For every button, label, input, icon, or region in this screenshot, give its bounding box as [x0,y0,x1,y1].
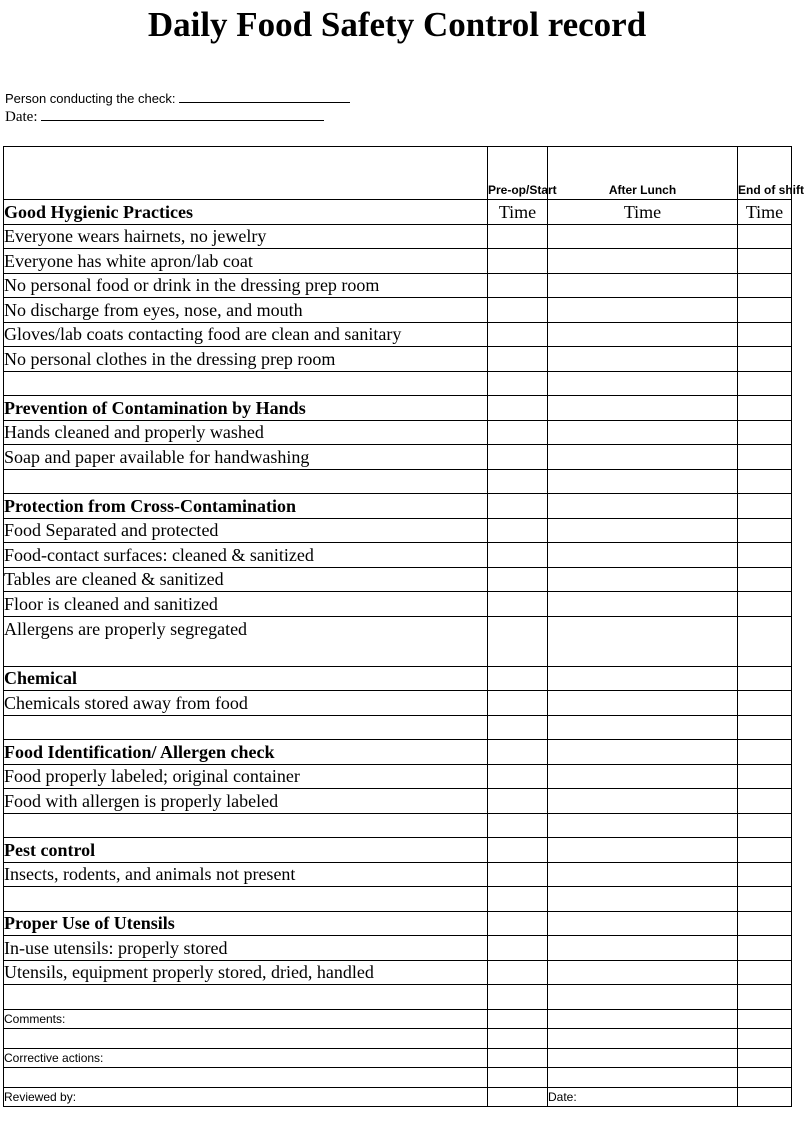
check-item-row [4,616,792,666]
check-cell-end-of-shift[interactable] [738,469,792,494]
section-heading: Chemical [4,666,488,691]
check-item-label: Insects, rodents, and animals not present [4,862,488,887]
time-label-preop: Time [488,200,548,225]
person-input-line[interactable] [179,90,350,103]
check-cell-end-of-shift[interactable] [738,592,792,617]
blank-row [4,813,792,838]
check-cell-preop[interactable] [488,518,548,543]
check-item-row [4,862,792,887]
reviewed-by-label: Reviewed by: [4,1087,488,1107]
control-record-table [3,146,804,1107]
check-cell-preop[interactable] [488,715,548,740]
check-cell-preop[interactable] [488,1009,548,1029]
reviewed-row [4,1087,792,1107]
check-cell-after-lunch[interactable] [548,445,738,470]
check-cell-preop[interactable] [488,960,548,985]
section-heading-row [4,838,792,863]
check-cell-after-lunch[interactable] [548,347,738,372]
check-item-row [4,249,792,274]
check-cell-end-of-shift[interactable] [738,764,792,789]
check-cell-preop[interactable] [488,985,548,1010]
check-cell-end-of-shift[interactable] [738,715,792,740]
footer-row [4,1009,792,1029]
check-cell-preop[interactable] [488,273,548,298]
blank-row [4,985,792,1010]
check-cell-after-lunch[interactable] [548,1048,738,1068]
section-heading-row [4,666,792,691]
check-cell-preop[interactable] [488,1029,548,1049]
blank-row [4,715,792,740]
column-header-row [4,147,792,200]
check-cell-after-lunch[interactable] [548,396,738,421]
comments-line[interactable] [4,1029,488,1049]
check-cell-preop[interactable] [488,298,548,323]
section-heading: Protection from Cross-Contamination [4,494,488,519]
check-item-row [4,445,792,470]
check-cell-end-of-shift[interactable] [738,224,792,249]
check-item-row [4,518,792,543]
check-cell-preop[interactable] [488,469,548,494]
check-cell-preop[interactable] [488,322,548,347]
section-heading-row [4,494,792,519]
check-cell-after-lunch[interactable] [548,911,738,936]
check-item-row [4,273,792,298]
check-item-label: Hands cleaned and properly washed [4,420,488,445]
check-item-label: Tables are cleaned & sanitized [4,567,488,592]
section-heading: Good Hygienic Practices [4,200,488,225]
check-cell-preop[interactable] [488,371,548,396]
check-cell-after-lunch[interactable] [548,715,738,740]
check-cell-preop[interactable] [488,1048,548,1068]
check-item-row [4,789,792,814]
check-cell-after-lunch[interactable] [548,1009,738,1029]
check-cell-preop[interactable] [488,691,548,716]
blank-cell [4,985,488,1010]
check-cell-after-lunch[interactable] [548,1029,738,1049]
check-cell-end-of-shift[interactable] [738,691,792,716]
check-cell-preop[interactable] [488,592,548,617]
page-title: Daily Food Safety Control record [147,5,647,44]
comments-label: Comments: [4,1009,488,1029]
check-item-row [4,567,792,592]
check-cell-end-of-shift[interactable] [738,371,792,396]
check-cell-after-lunch[interactable] [548,592,738,617]
blank-row [4,469,792,494]
check-cell-after-lunch[interactable] [548,616,738,666]
check-cell-after-lunch[interactable] [548,298,738,323]
check-item-label: No personal clothes in the dressing prep room [4,347,488,372]
check-cell-end-of-shift[interactable] [738,445,792,470]
time-label-end-of-shift: Time [738,200,792,225]
check-item-label: Floor is cleaned and sanitized [4,592,488,617]
check-cell-after-lunch[interactable] [548,371,738,396]
check-cell-end-of-shift[interactable] [738,396,792,421]
check-cell-end-of-shift[interactable] [738,740,792,765]
check-cell-preop[interactable] [488,838,548,863]
check-cell-after-lunch[interactable] [548,518,738,543]
check-cell-end-of-shift[interactable] [738,347,792,372]
check-cell-after-lunch[interactable] [548,543,738,568]
check-cell-preop[interactable] [488,764,548,789]
check-cell-preop[interactable] [488,224,548,249]
check-cell-end-of-shift[interactable] [738,1009,792,1029]
check-cell-end-of-shift[interactable] [738,666,792,691]
section-heading: Food Identification/ Allergen check [4,740,488,765]
section-heading-row [4,200,792,225]
check-cell-end-of-shift[interactable] [738,616,792,666]
check-cell-after-lunch[interactable] [548,691,738,716]
check-item-row [4,691,792,716]
check-cell-end-of-shift[interactable] [738,960,792,985]
person-label: Person conducting the check: [5,91,176,106]
check-cell-after-lunch[interactable] [548,887,738,912]
check-item-row [4,298,792,323]
check-item-label: Gloves/lab coats contacting food are clean and sanitary [4,322,488,347]
check-cell-after-lunch[interactable] [548,224,738,249]
check-cell-after-lunch[interactable] [548,740,738,765]
check-cell-end-of-shift[interactable] [738,567,792,592]
footer-row [4,1029,792,1049]
check-item-row [4,960,792,985]
check-cell-end-of-shift[interactable] [738,1048,792,1068]
corrective-actions-label: Corrective actions: [4,1048,488,1068]
check-cell-after-lunch[interactable] [548,764,738,789]
check-item-label: Chemicals stored away from food [4,691,488,716]
check-cell-preop[interactable] [488,740,548,765]
header-blank-cell [4,147,488,200]
check-cell-end-of-shift[interactable] [738,1068,792,1088]
check-cell-after-lunch[interactable] [548,838,738,863]
check-cell-preop[interactable] [488,420,548,445]
check-item-row [4,347,792,372]
check-cell-after-lunch[interactable] [548,469,738,494]
check-cell-end-of-shift[interactable] [738,911,792,936]
check-cell-end-of-shift[interactable] [738,494,792,519]
review-date-cell[interactable] [738,1087,792,1107]
check-item-label: Everyone wears hairnets, no jewelry [4,224,488,249]
check-item-label: No discharge from eyes, nose, and mouth [4,298,488,323]
footer-row [4,1048,792,1068]
section-heading-row [4,740,792,765]
check-item-row [4,764,792,789]
section-heading-row [4,911,792,936]
check-cell-end-of-shift[interactable] [738,1029,792,1049]
check-item-label: Soap and paper available for handwashing [4,445,488,470]
check-cell-end-of-shift[interactable] [738,838,792,863]
date-input-line[interactable] [41,108,324,121]
check-cell-after-lunch[interactable] [548,666,738,691]
check-cell-end-of-shift[interactable] [738,936,792,961]
check-item-label: Food with allergen is properly labeled [4,789,488,814]
corrective-actions-line[interactable] [4,1068,488,1088]
column-header-after-lunch: After Lunch [548,147,738,200]
check-cell-end-of-shift[interactable] [738,298,792,323]
check-cell-after-lunch[interactable] [548,936,738,961]
footer-row [4,1068,792,1088]
check-cell-end-of-shift[interactable] [738,420,792,445]
check-cell-preop[interactable] [488,789,548,814]
check-item-row [4,224,792,249]
column-header-end-of-shift: End of shift [738,147,792,200]
person-field [5,90,350,106]
check-cell-preop[interactable] [488,616,548,666]
section-heading: Proper Use of Utensils [4,911,488,936]
check-item-row [4,322,792,347]
check-cell-end-of-shift[interactable] [738,985,792,1010]
section-heading-row [4,396,792,421]
check-cell-end-of-shift[interactable] [738,273,792,298]
check-cell-end-of-shift[interactable] [738,518,792,543]
blank-row [4,371,792,396]
check-cell-after-lunch[interactable] [548,567,738,592]
check-item-label: In-use utensils: properly stored [4,936,488,961]
check-cell-after-lunch[interactable] [548,420,738,445]
check-cell-end-of-shift[interactable] [738,543,792,568]
blank-cell [4,371,488,396]
blank-row [4,887,792,912]
check-item-label: Food-contact surfaces: cleaned & sanitized [4,543,488,568]
check-cell-end-of-shift[interactable] [738,789,792,814]
check-cell-after-lunch[interactable] [548,862,738,887]
date-label: Date: [5,109,38,125]
check-cell-preop[interactable] [488,445,548,470]
section-heading: Prevention of Contamination by Hands [4,396,488,421]
check-cell-after-lunch[interactable] [548,960,738,985]
check-item-label: Allergens are properly segregated [4,616,488,666]
check-cell-after-lunch[interactable] [548,322,738,347]
check-cell-after-lunch[interactable] [548,494,738,519]
check-cell-preop[interactable] [488,567,548,592]
check-item-label: Everyone has white apron/lab coat [4,249,488,274]
blank-cell [4,715,488,740]
blank-cell [4,469,488,494]
check-cell-preop[interactable] [488,936,548,961]
check-item-label: No personal food or drink in the dressing prep room [4,273,488,298]
check-cell-end-of-shift[interactable] [738,887,792,912]
check-cell-end-of-shift[interactable] [738,322,792,347]
check-cell-preop[interactable] [488,249,548,274]
check-cell-end-of-shift[interactable] [738,249,792,274]
reviewed-signature-cell[interactable] [488,1087,548,1107]
check-cell-preop[interactable] [488,813,548,838]
date-field [5,108,324,126]
column-header-preop: Pre-op/Start [488,147,548,200]
check-cell-preop[interactable] [488,396,548,421]
check-cell-after-lunch[interactable] [548,249,738,274]
check-cell-after-lunch[interactable] [548,985,738,1010]
check-cell-preop[interactable] [488,887,548,912]
blank-cell [4,813,488,838]
section-heading: Pest control [4,838,488,863]
check-cell-end-of-shift[interactable] [738,813,792,838]
check-item-row [4,936,792,961]
check-cell-after-lunch[interactable] [548,813,738,838]
check-cell-preop[interactable] [488,911,548,936]
check-cell-preop[interactable] [488,347,548,372]
check-item-row [4,592,792,617]
blank-cell [4,887,488,912]
check-cell-preop[interactable] [488,494,548,519]
review-date-label: Date: [548,1087,738,1107]
check-cell-preop[interactable] [488,543,548,568]
check-item-label: Utensils, equipment properly stored, dried, handled [4,960,488,985]
check-cell-preop[interactable] [488,1068,548,1088]
check-item-row [4,420,792,445]
time-label-after-lunch: Time [548,200,738,225]
check-cell-after-lunch[interactable] [548,1068,738,1088]
check-cell-after-lunch[interactable] [548,273,738,298]
check-item-label: Food Separated and protected [4,518,488,543]
check-cell-end-of-shift[interactable] [738,862,792,887]
check-cell-preop[interactable] [488,862,548,887]
check-item-row [4,543,792,568]
check-item-label: Food properly labeled; original container [4,764,488,789]
check-cell-preop[interactable] [488,666,548,691]
check-cell-after-lunch[interactable] [548,789,738,814]
